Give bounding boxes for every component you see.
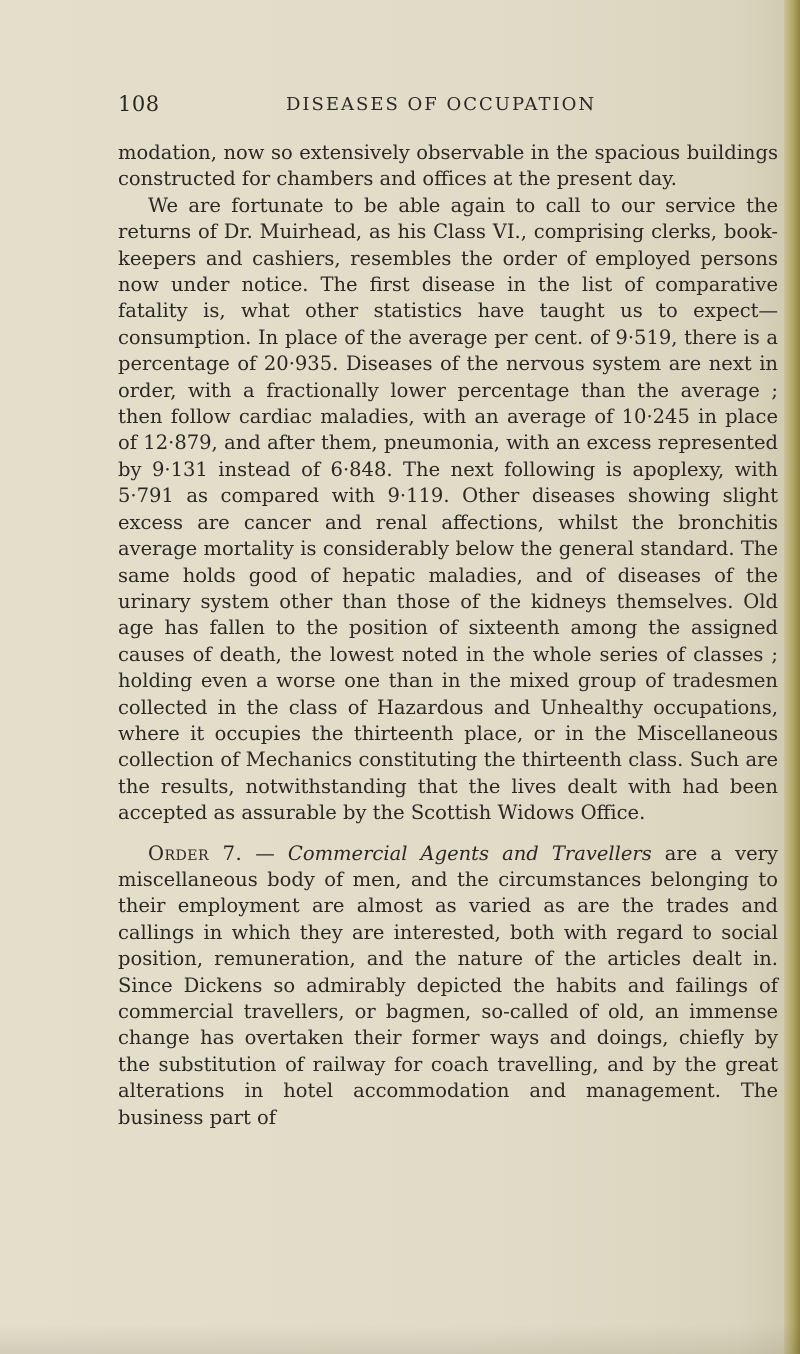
order-dash: — [242,841,288,865]
body-text [118,140,778,1131]
page-bottom-shadow [0,1324,800,1354]
order-heading: Order 7. [148,841,243,865]
running-title: DISEASES OF OCCUPATION [286,94,597,115]
paragraph-continuation: modation, now so extensively observable in the spacious buildings constructed for chambers and offices at the present day. [118,141,778,191]
paragraph-muirhead-returns: We are fortunate to be able again to call to our service the returns of Dr. Muirhead, as his Class VI., comprising clerks, book-keepers and cashiers, resembles the order of employed persons now under notice. The first disease in the list of comparative fatality is, what other statistics have taught us to expect—consumption. In place of the average per cent. of 9·519, there is a percentage of 20·935. Diseases of the nervous system are next in order, with a fractionally lower percentage than the average ; then follow cardiac maladies, with an average of 10·245 in place of 12·879, and after them, pneumonia, with an excess represented by 9·131 instead of 6·848. The next following is apoplexy, with 5·791 as compared with 9·119. Other diseases showing slight excess are cancer and renal affections, whilst the bronchitis average mortality is considerably below the general standard. The same holds good of hepatic maladies, and of diseases of the urinary system other than those of the kidneys themselves. Old age has fallen to the position of sixteenth among the assigned causes of death, the lowest noted in the whole series of classes ; holding even a worse one than in the mixed group of tradesmen collected in the class of Hazardous and Unhealthy occupations, where it occupies the thirteenth place, or in the Miscellaneous collection of Mechanics constituting the thirteenth class. Such are the results, notwithstanding that the lives dealt with had been accepted as assurable by the Scottish Widows Office. [118,193,778,825]
page-number: 108 [118,92,160,116]
order-title: Commercial Agents and Travellers [287,841,652,865]
paragraph-order-7 [118,841,778,1131]
page-header [118,92,778,122]
page-edge [784,0,800,1354]
order-text: are a very miscellaneous body of men, and the circumstances belonging to their employment are almost as varied as are the trades and callings in which they are interested, both with regard to social position, remuneration, and the nature of the articles dealt in. Since Dickens so admirably depicted the habits and failings of commercial travellers, or bagmen, so-called of old, an immense change has overtaken their former ways and doings, chiefly by the substitution of railway for coach travelling, and by the great alterations in hotel accommodation and management. The business part of [118,841,778,1129]
